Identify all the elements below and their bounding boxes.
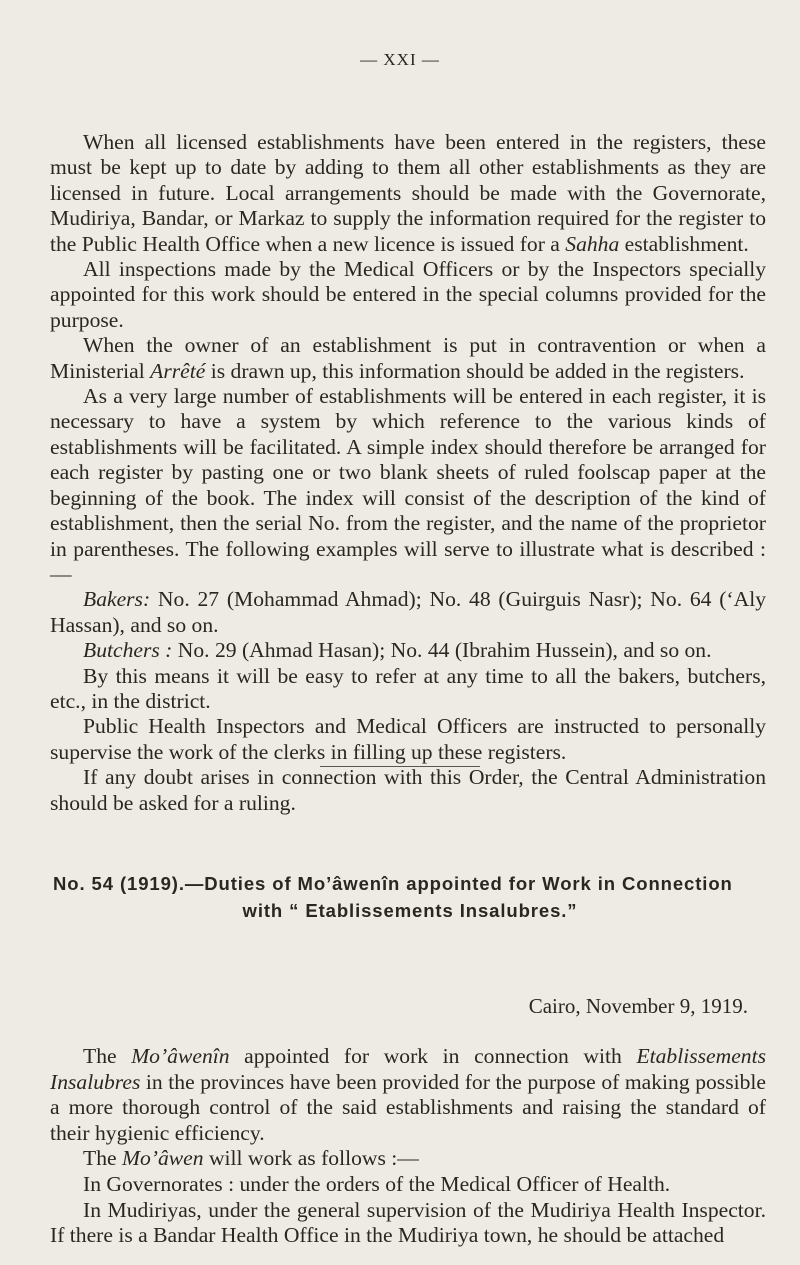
paragraph-text: The bbox=[83, 1146, 122, 1171]
paragraph-text: is drawn up, this information should be added in the registers. bbox=[205, 358, 745, 383]
order-heading-line-2: with “ Etablissements Insalubres.” bbox=[242, 900, 578, 921]
paragraph-index-system: As a very large number of establishments will be entered in each register, it is necessary to have a system by which reference to the various kinds of establishments will be facilitated. A simple index should therefore be arranged for each register by pasting one or two blank sheets of ruled foolscap paper at the beginning of the book. The index will consist of the description of the kind of establishment, then the serial No. from the register, and the name of the proprietor in parentheses. The following examples will serve to illustrate what is described :— bbox=[50, 384, 766, 586]
paragraph-reference: By this means it will be easy to refer at any time to all the bakers, butchers, etc., in the district. bbox=[50, 663, 766, 713]
paragraph-text: appointed for work in connection with bbox=[229, 1044, 637, 1068]
order-paragraph-purpose bbox=[50, 1044, 766, 1146]
section-divider bbox=[320, 766, 480, 767]
italic-term-arrete: Arrêté bbox=[150, 358, 206, 383]
italic-term-sahha: Sahha bbox=[565, 231, 620, 256]
paragraph-doubt: If any doubt arises in connection with this Order, the Central Administration should be asked for a ruling. bbox=[50, 765, 766, 815]
example-label-bakers: Bakers: bbox=[83, 587, 151, 612]
registers-instructions bbox=[50, 130, 766, 816]
paragraph-text: When the owner of an establishment is put in contravention or when a Ministerial bbox=[50, 333, 766, 383]
order-date: Cairo, November 9, 1919. bbox=[528, 994, 748, 1018]
example-butchers bbox=[50, 638, 766, 663]
paragraph-text: establishment. bbox=[619, 231, 749, 256]
order-body bbox=[50, 1044, 766, 1249]
paragraph-inspections: All inspections made by the Medical Officers or by the Inspectors specially appointed for this work should be entered in the special columns provided for the purpose. bbox=[50, 257, 766, 332]
italic-term-moawen: Mo’âwen bbox=[121, 1146, 204, 1171]
paragraph-contravention bbox=[50, 333, 766, 384]
italic-term-etablissements: Etablissements Insalubres bbox=[50, 1044, 766, 1094]
italic-term-moawenin: Mo’âwenîn bbox=[131, 1044, 230, 1068]
example-text: No. 29 (Ahmad Hasan); No. 44 (Ibrahim Hussein), and so on. bbox=[172, 638, 712, 663]
paragraph-text: in the provinces have been provided for the purpose of making possible a more thorough control of the said establishments and raising the standard of their hygienic efficiency. bbox=[50, 1069, 766, 1145]
order-paragraph-mudiriyas: In Mudiriyas, under the general supervision of the Mudiriya Health Inspector. If there is a Bandar Health Office in the Mudiriya town, he should be attached bbox=[50, 1197, 766, 1248]
example-bakers bbox=[50, 587, 766, 638]
paragraph-licensed-establishments bbox=[50, 130, 766, 257]
paragraph-text: will work as follows :— bbox=[203, 1146, 419, 1171]
paragraph-text: When all licensed establishments have been entered in the registers, these must be kept up to date by adding to them all other establishments as they are licensed in future. Local arrangements should be made with the Governorate, Mudiriya, Bandar, or Markaz to supply the information required for the register to the Public Health Office when a new licence is issued for a bbox=[50, 130, 766, 256]
order-heading bbox=[50, 870, 770, 924]
order-heading-line-1: No. 54 (1919).—Duties of Mo’âwenîn appointed for Work in Connection bbox=[53, 873, 733, 894]
order-paragraph-work bbox=[50, 1146, 766, 1172]
order-paragraph-governorates: In Governorates : under the orders of the Medical Officer of Health. bbox=[83, 1171, 671, 1196]
example-label-butchers: Butchers : bbox=[83, 638, 173, 663]
paragraph-supervision: Public Health Inspectors and Medical Officers are instructed to personally supervise the work of the clerks in filling up these registers. bbox=[50, 714, 766, 764]
paragraph-text: The bbox=[83, 1044, 132, 1068]
page-number: — XXI — bbox=[360, 50, 440, 69]
example-text: No. 27 (Mohammad Ahmad); No. 48 (Guirguis Nasr); No. 64 (‘Aly Hassan), and so on. bbox=[50, 587, 766, 637]
